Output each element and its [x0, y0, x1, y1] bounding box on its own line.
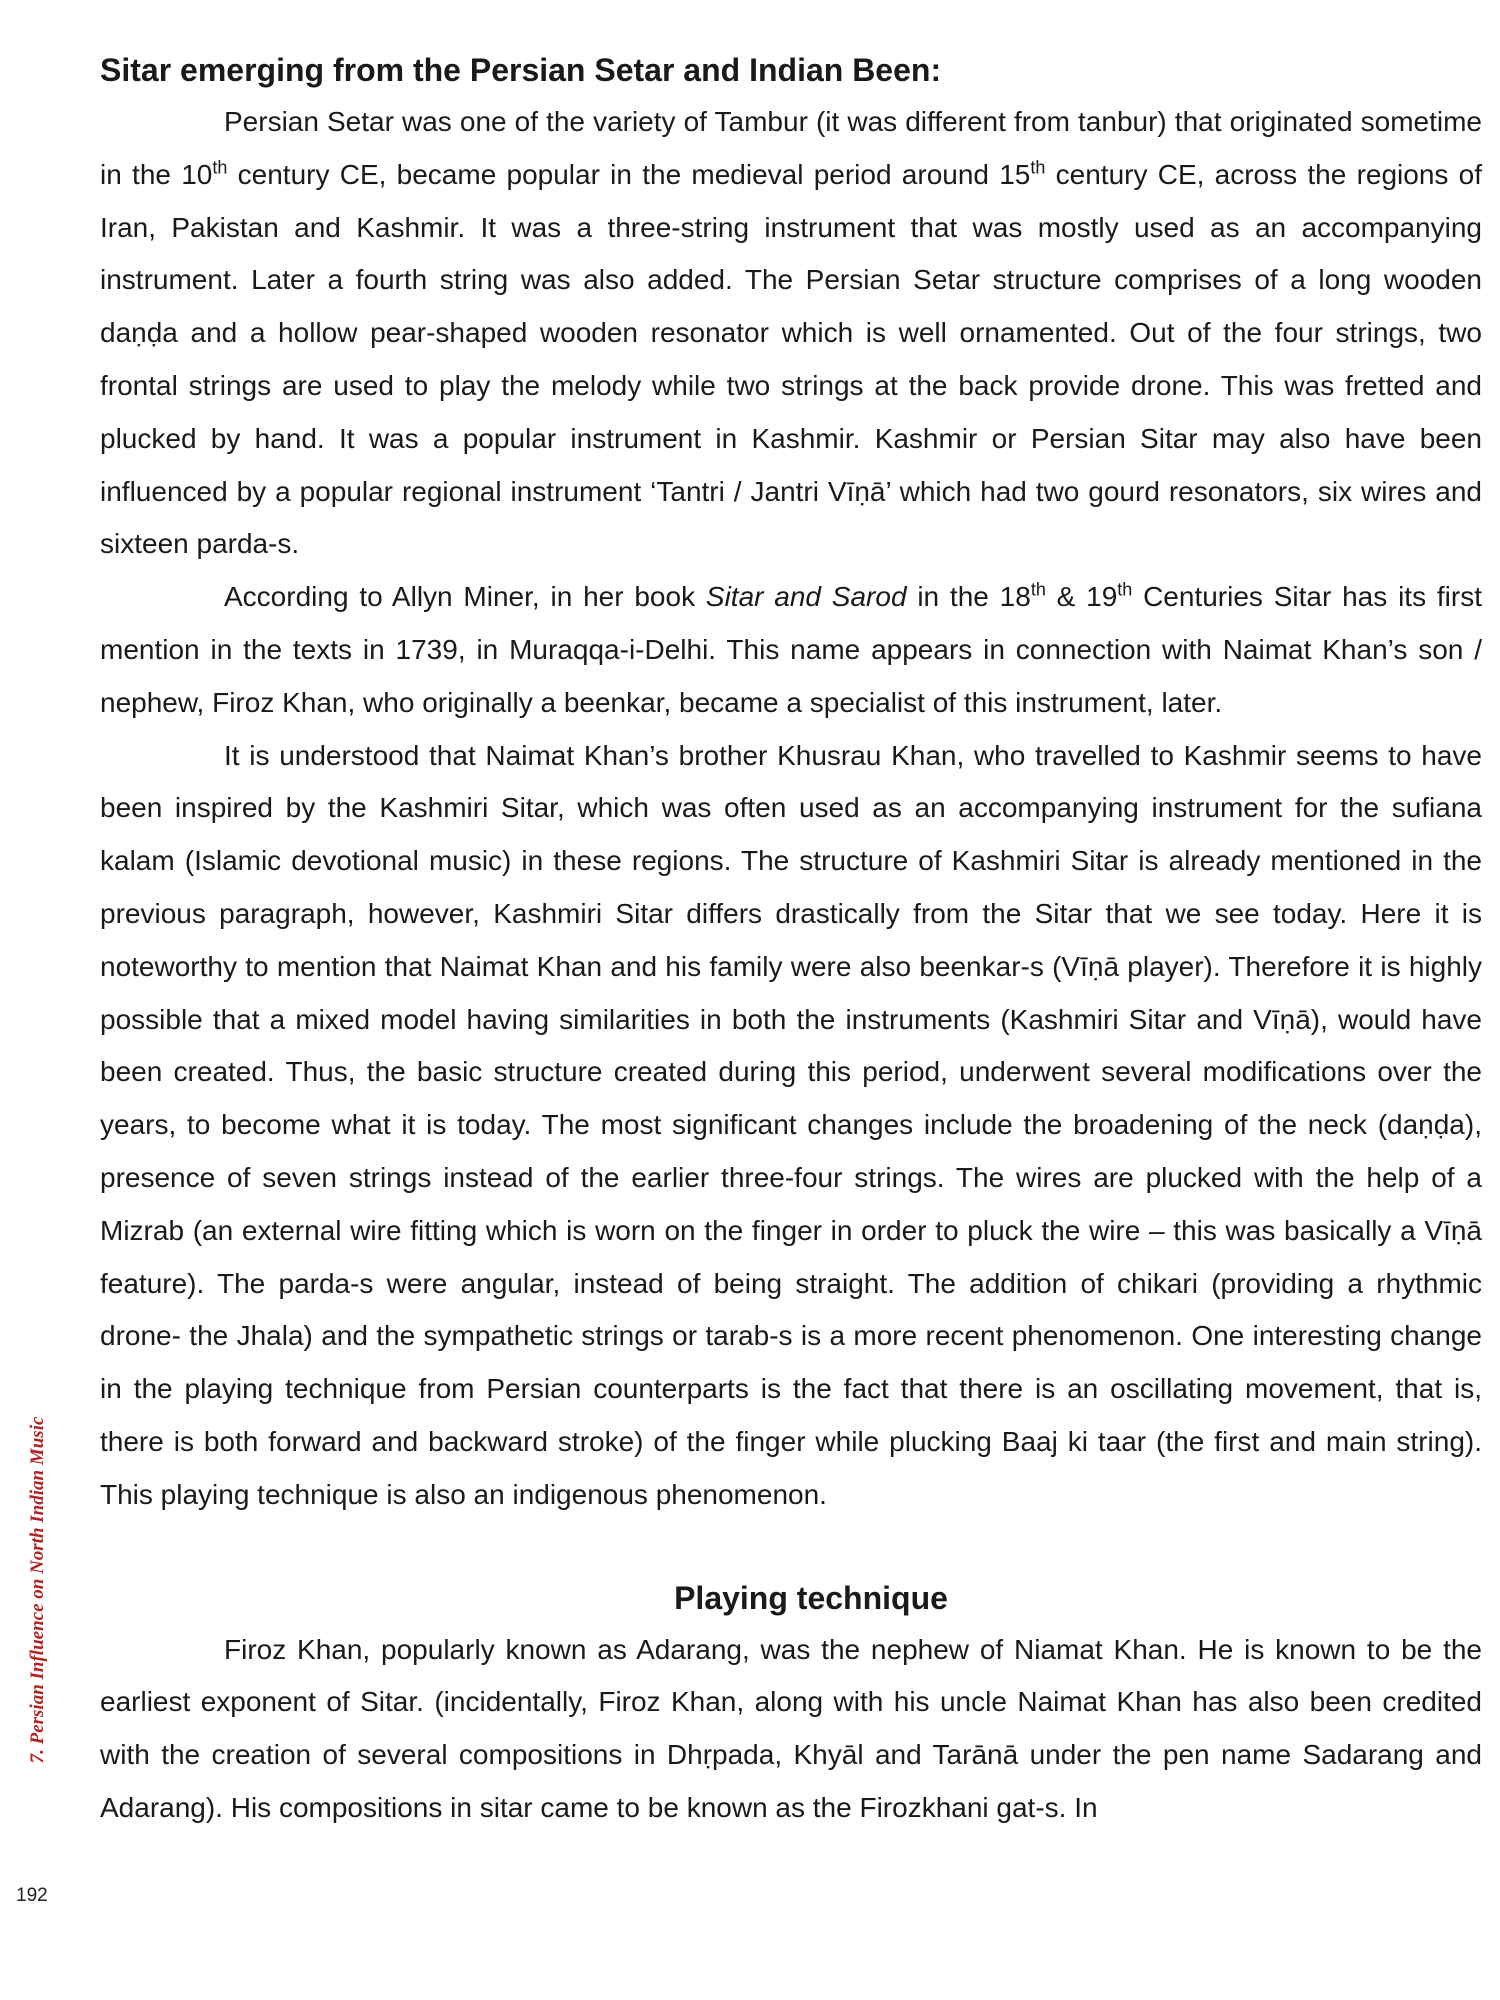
- page-content: [100, 44, 1482, 1835]
- paragraph-text: Persian Setar was one of the variety of Tambur (it was different from tanbur) that originated sometime in the 10: [100, 106, 1482, 190]
- paragraph-text: According to Allyn Miner, in her book: [224, 581, 706, 613]
- paragraph-text: & 19: [1045, 581, 1118, 613]
- playing-technique-heading: Playing technique: [674, 1579, 948, 1616]
- page-number: 192: [16, 1885, 48, 1906]
- running-title: [18, 1360, 58, 1820]
- paragraph-allyn-miner: [100, 571, 1482, 729]
- paragraph-text: Centuries Sitar has its first mention in the texts in 1739, in Muraqqa-i-Delhi. This name appears in connection with Naimat Khan’s son / nephew, Firoz Khan, who originally a beenkar, became a specialist of this instrument, later.: [100, 581, 1482, 718]
- paragraph-persian-setar: [100, 96, 1482, 571]
- superscript: th: [1117, 579, 1133, 600]
- book-title: Sitar and Sarod: [705, 581, 907, 613]
- running-title-text: 7. Persian Influence on North Indian Music: [27, 1416, 48, 1764]
- paragraph-firoz-khan: Firoz Khan, popularly known as Adarang, was the nephew of Niamat Khan. He is known to be the earliest exponent of Sitar. (incidentally, Firoz Khan, along with his uncle Naimat Khan has also been credited with the creation of several compositions in Dhṛpada, Khyāl and Tarānā under the pen name Sadarang and Adarang). His compositions in sitar came to be known as the Firozkhani gat-s. In: [100, 1633, 1482, 1823]
- paragraph-text: in the 18: [906, 581, 1031, 613]
- paragraph-text: century CE, became popular in the medieval period around 15: [227, 158, 1031, 190]
- paragraph-khusrau-khan: It is understood that Naimat Khan’s brother Khusrau Khan, who travelled to Kashmir seems to have been inspired by the Kashmiri Sitar, which was often used as an accompanying instrument for the sufiana kalam (Islamic devotional music) in these regions. The structure of Kashmiri Sitar is already mentioned in the previous paragraph, however, Kashmiri Sitar differs drastically from the Sitar that we see today. Here it is noteworthy to mention that Naimat Khan and his family were also beenkar-s (Vīṇā player). Therefore it is highly possible that a mixed model having similarities in both the instruments (Kashmiri Sitar and Vīṇā), would have been created. Thus, the basic structure created during this period, underwent several modifications over the years, to become what it is today. The most significant changes include the broadening of the neck (daṇḍa), presence of seven strings instead of the earlier three-four strings. The wires are plucked with the help of a Mizrab (an external wire fitting which is worn on the finger in order to pluck the wire – this was basically a Vīṇā feature). The parda-s were angular, instead of being straight. The addition of chikari (providing a rhythmic drone- the Jhala) and the sympathetic strings or tarab-s is a more recent phenomenon. One interesting change in the playing technique from Persian counterparts is the fact that there is an oscillating movement, that is, there is both forward and backward stroke) of the finger while plucking Baaj ki taar (the first and main string). This playing technique is also an indigenous phenomenon.: [100, 739, 1482, 1510]
- superscript: th: [1030, 579, 1046, 600]
- paragraph-text: century CE, across the regions of Iran, Pakistan and Kashmir. It was a three-string instrument that was mostly used as an accompanying instrument. Later a fourth string was also added. The Persian Setar structure comprises of a long wooden daṇḍa and a hollow pear-shaped wooden resonator which is well ornamented. Out of the four strings, two frontal strings are used to play the melody while two strings at the back provide drone. This was fretted and plucked by hand. It was a popular instrument in Kashmir. Kashmir or Persian Sitar may also have been influenced by a popular regional instrument ‘Tantri / Jantri Vīṇā’ which had two gourd resonators, six wires and sixteen parda-s.: [100, 158, 1483, 560]
- section-heading: Sitar emerging from the Persian Setar and Indian Been:: [100, 52, 942, 88]
- superscript: th: [212, 157, 228, 178]
- superscript: th: [1030, 157, 1046, 178]
